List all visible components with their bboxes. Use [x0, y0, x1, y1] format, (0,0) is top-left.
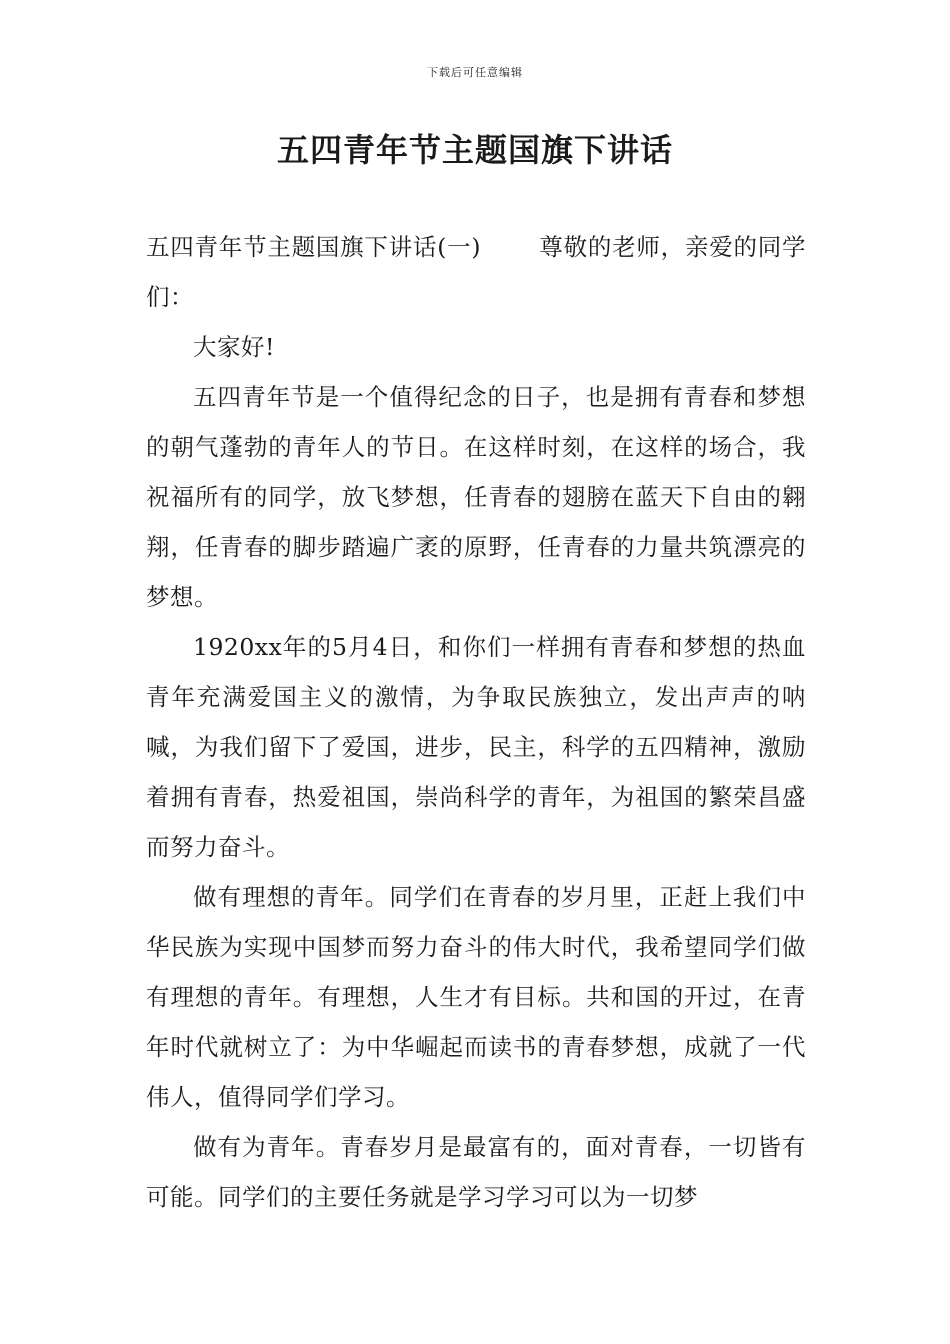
opening-line [146, 222, 806, 322]
paragraph: 做有为青年。青春岁月是最富有的，面对青春，一切皆有可能。同学们的主要任务就是学习学习可以为一切梦 [146, 1133, 806, 1211]
paragraph: 1920xx年的5月4日，和你们一样拥有青春和梦想的热血青年充满爱国主义的激情，为争取民族独立，发出声声的呐喊，为我们留下了爱国，进步，民主，科学的五四精神，激励着拥有青春，热爱祖国，崇尚科学的青年，为祖国的繁荣昌盛而努力奋斗。 [146, 633, 806, 861]
header-note: 下载后可任意编辑 [427, 66, 523, 79]
paragraph: 做有理想的青年。同学们在青春的岁月里，正赶上我们中华民族为实现中国梦而努力奋斗的伟大时代，我希望同学们做有理想的青年。有理想，人生才有目标。共和国的开过，在青年时代就树立了：为中华崛起而读书的青春梦想，成就了一代伟人，值得同学们学习。 [146, 883, 806, 1111]
paragraph: 大家好! [193, 333, 275, 361]
salutation: 尊敬的老师，亲爱的同学们： [146, 233, 807, 311]
paragraph: 五四青年节是一个值得纪念的日子，也是拥有青春和梦想的朝气蓬勃的青年人的节日。在这样时刻，在这样的场合，我祝福所有的同学，放飞梦想，任青春的翅膀在蓝天下自由的翱翔，任青春的脚步踏遍广袤的原野，任青春的力量共筑漂亮的梦想。 [146, 383, 806, 611]
document-body [146, 222, 806, 1222]
document-subtitle: 五四青年节主题国旗下讲话(一) [146, 233, 482, 261]
document-title: 五四青年节主题国旗下讲话 [276, 131, 673, 169]
